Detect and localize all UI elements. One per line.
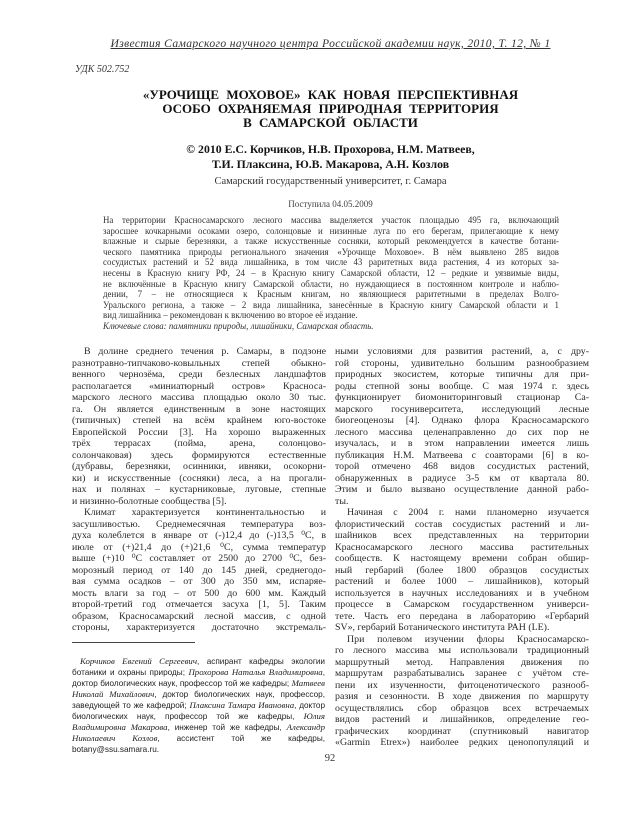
body-line: «Garmin Etrex») наиболее редких ценопопуляций и (335, 737, 589, 748)
body-line: роды степной зоны вообще. С мая 1974 г. здесь (335, 380, 589, 392)
author-footnote (72, 656, 325, 755)
body-line: обнаруженных в радиусе 3-5 км от квартала 80. (335, 472, 589, 484)
author-name: Юлия Владимировна Макарова (72, 711, 325, 732)
authors-line: © 2010 Е.С. Корчиков, Н.В. Прохорова, Н.М. Матвеев, (186, 142, 475, 156)
footnote-divider (72, 642, 195, 643)
title-line: «УРОЧИЩЕ МОХОВОЕ» КАК НОВАЯ ПЕРСПЕКТИВНАЯ (142, 87, 519, 102)
body-line: лесного массива целенаправленно до сих пор не (335, 426, 589, 438)
body-line: сообществ. К настоящему времени собран обшир- (335, 553, 589, 564)
body-line: Красносамарского лесного массива растительных (335, 541, 589, 553)
body-line: природных экосистем, которые типичны для при- (335, 369, 589, 380)
author-name: Плаксина Тамара Ивановна (189, 700, 295, 710)
body-line: выше (+)10 ⁰С составляет от 2500 до 2700 ⁰С, без- (72, 553, 326, 564)
body-line: и низинно-болотные сообщества [5]. (72, 495, 227, 507)
body-line: Начиная с 2004 г. нами планомерно изучается (347, 507, 589, 518)
body-line: располагается «миниатюрный остров» Красноса- (72, 380, 326, 392)
author-position: , инженер той же кафедры, (167, 723, 287, 732)
body-line: процессе в Самарском государственном универси- (335, 599, 589, 610)
body-line: мость влаги за год – от 500 до 600 мм. Каждый (72, 587, 326, 599)
abstract-line: влажные и сырые березняки, а также искусственные сосняки, который рекомендуется в качестве ботани- (103, 236, 559, 247)
body-line: При полевом изучении флоры Красносамарско- (347, 633, 589, 645)
abstract-line: дении, 7 – не относящиеся к Красным книгам, но являющиеся раритетными в пределах Волго- (103, 289, 559, 300)
authors-line: Т.И. Плаксина, Ю.В. Макарова, А.Н. Козлов (211, 156, 450, 171)
body-line: образом, Красносамарский лесной массив, с одной (72, 610, 326, 622)
body-column-right (335, 346, 589, 749)
body-line: солончаковая) здесь формируются естественные (72, 449, 326, 461)
body-line: торой отмечено 468 видов сосудистых растений, (335, 461, 589, 472)
affiliation: Самарский государственный университет, г. Самара (214, 176, 447, 187)
authors (72, 142, 589, 171)
body-line: нах и полянах – кустарниковые, луговые, степные (72, 484, 326, 495)
abstract-line: На территории Красносамарского лесного массива выделяется участок площадью 495 га, включающий (103, 215, 559, 225)
body-line: публикация Н.М. Матвеева с соавторами [6] в ко- (335, 449, 589, 461)
body-line: маршрутный метод. Направления движения по (335, 656, 589, 668)
page-number: 92 (324, 753, 336, 764)
body-line: флористический состав сосудистых растений и ли- (335, 518, 589, 530)
keywords: Ключевые слова: памятники природы, лишайники, Самарская область. (103, 320, 374, 331)
body-line: изучалась, и в этом направлении имеется лишь (335, 438, 589, 449)
body-line: растений и более 1000 – лишайников), который (335, 576, 589, 587)
abstract-line: не включённые в Красную книгу Самарской области, но нуждающиеся в постоянном контроле и наблю- (103, 278, 559, 289)
abstract (103, 215, 559, 332)
udk-code: УДК 502.752 (75, 64, 130, 75)
body-line: морозный период от 140 до 145 дней, среднегодо- (72, 564, 326, 576)
author-position: , доктор биологических наук, профессор, заведующей то же кафедрой; (72, 690, 325, 710)
body-line: разия и сезонности. В ходе движения по маршруту (335, 691, 589, 702)
author-position: , аспирант кафедры экологии ботаники и охраны природы; (72, 657, 325, 677)
body-line: духа колеблется в январе от (-)12,4 до (-)13,5 ⁰С, в (72, 530, 326, 541)
abstract-line: сосудистых растений и 52 вида лишайника, в том числе 43 раритетных вида растения, 4 из которых за- (103, 257, 559, 268)
author-name: Матвеев Николай Михайлович (72, 678, 325, 699)
body-line: (дубравы, березняки, осинники, ивняки, осокорни- (72, 461, 326, 472)
journal-header: Известия Самарского научного центра Российской академии наук, 2010, Т. 12, № 1 (110, 37, 551, 50)
body-line: венного чернозёма, среди безлесных ландшафтов (72, 369, 326, 380)
body-line: ными условиями для развития растений, а, с дру- (335, 346, 589, 357)
abstract-line: вид лишайника – рекомендован к включению во второе её издание. (103, 310, 358, 321)
body-line: функционирует биомониторинговый стационар Са- (335, 392, 589, 403)
body-line: марского лесного массива площадью около 30 тыс. (72, 392, 326, 403)
body-line: SV», гербарий Ботанического института РАН (LE). (335, 622, 550, 633)
author-position: , доктор биологических наук, профессор той же кафедры, (72, 701, 325, 721)
author-position: , доктор биологических наук, профессор той же кафедры; (72, 668, 325, 688)
body-line: ки) и искусственные (сосняки) леса, а на прогали- (72, 472, 326, 484)
author-position: , ассистент той же кафедры, botany@ssu.samara.ru. (72, 734, 325, 754)
author-name: Корчиков Евгений Сергеевич (80, 656, 198, 666)
body-line: трёх террасах (пойма, арена, солонцово- (72, 438, 326, 449)
title-line: ОСОБО ОХРАНЯЕМАЯ ПРИРОДНАЯ ТЕРРИТОРИЯ (162, 101, 499, 116)
body-line: ты. (335, 495, 349, 507)
body-line: В долине среднего течения р. Самары, в подзоне (84, 346, 326, 357)
body-line: го лесного массива мы использовали традиционный (335, 645, 589, 656)
body-line: используется в научных исследованиях и в учебном (335, 587, 589, 599)
body-line: биогеоценозы [4]. Однако флора Красносамарского (335, 415, 589, 426)
body-line: тете. Часть его передана в лабораторию «Гербарий (335, 610, 589, 622)
body-line: Европейской России [3]. На хорошо выраженных (72, 426, 326, 438)
body-line: марского госуниверситета, исследующий лесные (335, 403, 589, 415)
body-line: стороны, характеризуется достаточно экстремаль- (72, 622, 326, 633)
body-line: графических координат (спутниковый навигатор (335, 725, 589, 737)
article-title (72, 88, 589, 130)
body-line: (типичных) степей на всём крайнем юго-востоке (72, 415, 326, 426)
body-line: Климат характеризуется континентальностью и (84, 507, 326, 518)
abstract-line: несены в Красную книгу РФ, 24 – в Красную книгу Самарской области, 12 – редкие и уязвимые виды, (103, 267, 559, 278)
body-line: гой стороны, удивительно большим разнообразием (335, 357, 589, 369)
body-line: осуществлялись сбор образцов всех встречаемых (335, 702, 589, 714)
body-line: маршрутам разрабатывались заранее с учётом сте- (335, 668, 589, 679)
body-line: пени их изученности, фитоценотического разнооб- (335, 679, 589, 691)
body-line: га. Он является единственным в зоне настоящих (72, 403, 326, 415)
body-column-left (72, 346, 326, 634)
body-line: разнотравно-типчаково-ковыльных степей обыкно- (72, 357, 326, 369)
abstract-line: ческого памятника природы регионального значения «Урочище Моховое». В нём выявлено 285 видов (103, 246, 559, 257)
title-line: В САМАРСКОЙ ОБЛАСТИ (243, 115, 418, 130)
body-line: видов растений и лишайников, определение гео- (335, 714, 589, 725)
received-date: Поступила 04.05.2009 (288, 199, 373, 209)
abstract-line: заросшее кочкарными осоками озеро, солонцовые и низинные луга по его берегам, прилегающие к нему (103, 225, 559, 236)
body-line: ный гербарий (более 1800 образцов сосудистых (335, 564, 589, 576)
body-line: июле от (+)21,4 до (+)21,6 ⁰С, сумма температур (72, 541, 326, 553)
body-line: вая сумма осадков – от 300 до 350 мм, испаряе- (72, 576, 326, 587)
author-name: Прохорова Наталья Владимировна (188, 667, 323, 677)
author-name: Александр Николаевич Козлов (72, 722, 325, 743)
abstract-line: Уральского региона, а также – 2 вида лишайника, занесённые в Красную книгу Самарской области и 1 (103, 299, 559, 310)
body-line: второй-третий год отмечается засуха [1, 5]. Таким (72, 599, 326, 610)
body-line: шайников всех представленных на территории (335, 530, 589, 541)
body-line: засушливостью. Среднемесячная температура воз- (72, 518, 326, 530)
body-line: Этим и было вызвано осуществление данной рабо- (335, 484, 589, 495)
